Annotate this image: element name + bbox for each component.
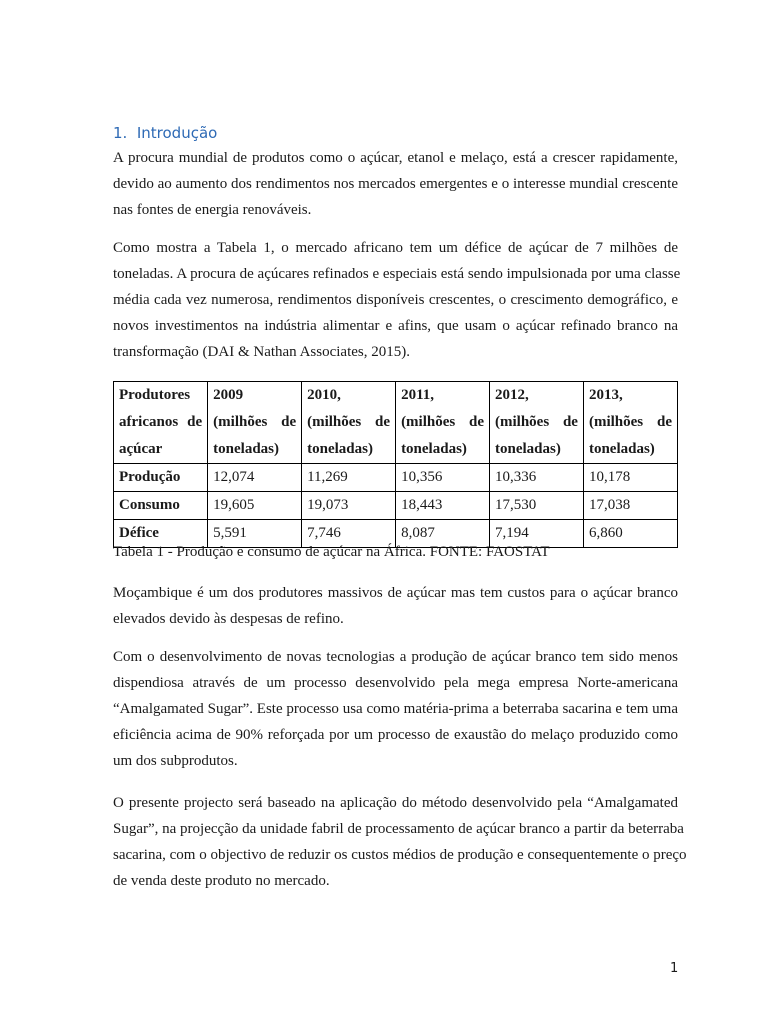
paragraph-deficit — [113, 235, 681, 365]
header-line: 2013, — [588, 387, 623, 403]
text-line: novos investimentos na indústria alimentar e afins, que usam o açúcar refinado branco na — [113, 318, 678, 334]
text-line: O presente projecto será baseado na aplicação do método desenvolvido pela “Amalgamated — [113, 795, 678, 811]
paragraph-demand — [113, 145, 678, 223]
header-line: (milhões de — [588, 414, 672, 430]
text-line: Moçambique é um dos produtores massivos de açúcar mas tem custos para o açúcar branco — [113, 585, 678, 601]
value-cell: 6,860 — [583, 520, 677, 548]
text-line: elevados devido às despesas de refino. — [113, 611, 344, 627]
value-cell: 7,194 — [490, 520, 584, 548]
header-line: 2010, — [307, 387, 341, 403]
section-heading — [113, 124, 217, 142]
production-consumption-table — [113, 381, 678, 548]
value-cell: 12,074 — [208, 464, 302, 492]
header-line: toneladas) — [213, 441, 279, 457]
table-header-row — [114, 382, 678, 464]
table-header-cell — [396, 382, 490, 464]
table-header-cell — [490, 382, 584, 464]
row-label-cell: Défice — [114, 520, 208, 548]
table-header-cell — [208, 382, 302, 464]
text-line: de venda deste produto no mercado. — [113, 873, 330, 889]
text-line: Como mostra a Tabela 1, o mercado africano tem um défice de açúcar de 7 milhões de — [113, 240, 678, 256]
text-line: A procura mundial de produtos como o açúcar, etanol e melaço, está a crescer rapidamente, — [113, 150, 678, 166]
text-line: “Amalgamated Sugar”. Este processo usa como matéria-prima a beterraba sacarina e tem uma — [113, 701, 678, 717]
header-line: toneladas) — [495, 441, 561, 457]
text-line: Sugar”, na projecção da unidade fabril de processamento de açúcar branco a partir da beterraba — [113, 821, 684, 837]
text-line: Com o desenvolvimento de novas tecnologias a produção de açúcar branco tem sido menos — [113, 649, 678, 665]
row-label-cell: Consumo — [114, 492, 208, 520]
value-cell: 18,443 — [396, 492, 490, 520]
value-cell: 8,087 — [396, 520, 490, 548]
table-caption: Tabela 1 - Produção e consumo de açúcar na África. FONTE: FAOSTAT — [113, 544, 550, 560]
header-line: (milhões de — [401, 414, 485, 430]
text-line: transformação (DAI & Nathan Associates, 2015). — [113, 344, 410, 360]
value-cell: 19,605 — [208, 492, 302, 520]
header-line: toneladas) — [588, 441, 655, 457]
header-line: açúcar — [119, 441, 163, 457]
header-line: (milhões de — [213, 414, 297, 430]
value-cell: 10,336 — [490, 464, 584, 492]
page-number: 1 — [670, 961, 679, 976]
value-cell: 19,073 — [302, 492, 396, 520]
text-line: um dos subprodutos. — [113, 753, 238, 769]
paragraph-mozambique — [113, 580, 678, 632]
value-cell: 5,591 — [208, 520, 302, 548]
text-line: dispendiosa através de um processo desenvolvido pela mega empresa Norte-americana — [113, 675, 678, 691]
header-line: 2012, — [495, 387, 529, 403]
value-cell: 17,038 — [583, 492, 677, 520]
value-cell: 17,530 — [490, 492, 584, 520]
text-line: sacarina, com o objectivo de reduzir os custos médios de produção e consequentemente o preço — [113, 847, 687, 863]
table-header-cell — [114, 382, 208, 464]
text-line: toneladas. A procura de açúcares refinados e especiais está sendo impulsionada por uma classe — [113, 266, 681, 282]
table-row — [114, 464, 678, 492]
header-line: toneladas) — [307, 441, 373, 457]
table-row — [114, 492, 678, 520]
header-line: (milhões de — [307, 414, 391, 430]
paragraph-project — [113, 790, 687, 894]
row-label-cell: Produção — [114, 464, 208, 492]
value-cell: 10,356 — [396, 464, 490, 492]
table-header-cell — [302, 382, 396, 464]
paragraph-technology — [113, 644, 678, 774]
header-line: Produtores — [119, 387, 191, 403]
table-header-cell — [583, 382, 677, 464]
section-number: 1. — [113, 124, 128, 142]
text-line: nas fontes de energia renováveis. — [113, 202, 312, 218]
header-line: (milhões de — [495, 414, 578, 430]
value-cell: 7,746 — [302, 520, 396, 548]
text-line: eficiência acima de 90% reforçada por um processo de exaustão do melaço produzido como — [113, 727, 678, 743]
header-line: 2011, — [401, 387, 434, 403]
text-line: devido ao aumento dos rendimentos nos mercados emergentes e o interesse mundial crescente — [113, 176, 678, 192]
text-line: média cada vez numerosa, rendimentos disponíveis crescentes, o crescimento demográfico, e — [113, 292, 678, 308]
value-cell: 10,178 — [583, 464, 677, 492]
section-title: Introdução — [136, 124, 218, 142]
header-line: africanos de — [119, 414, 203, 430]
header-line: toneladas) — [401, 441, 467, 457]
value-cell: 11,269 — [302, 464, 396, 492]
header-line: 2009 — [213, 387, 244, 403]
